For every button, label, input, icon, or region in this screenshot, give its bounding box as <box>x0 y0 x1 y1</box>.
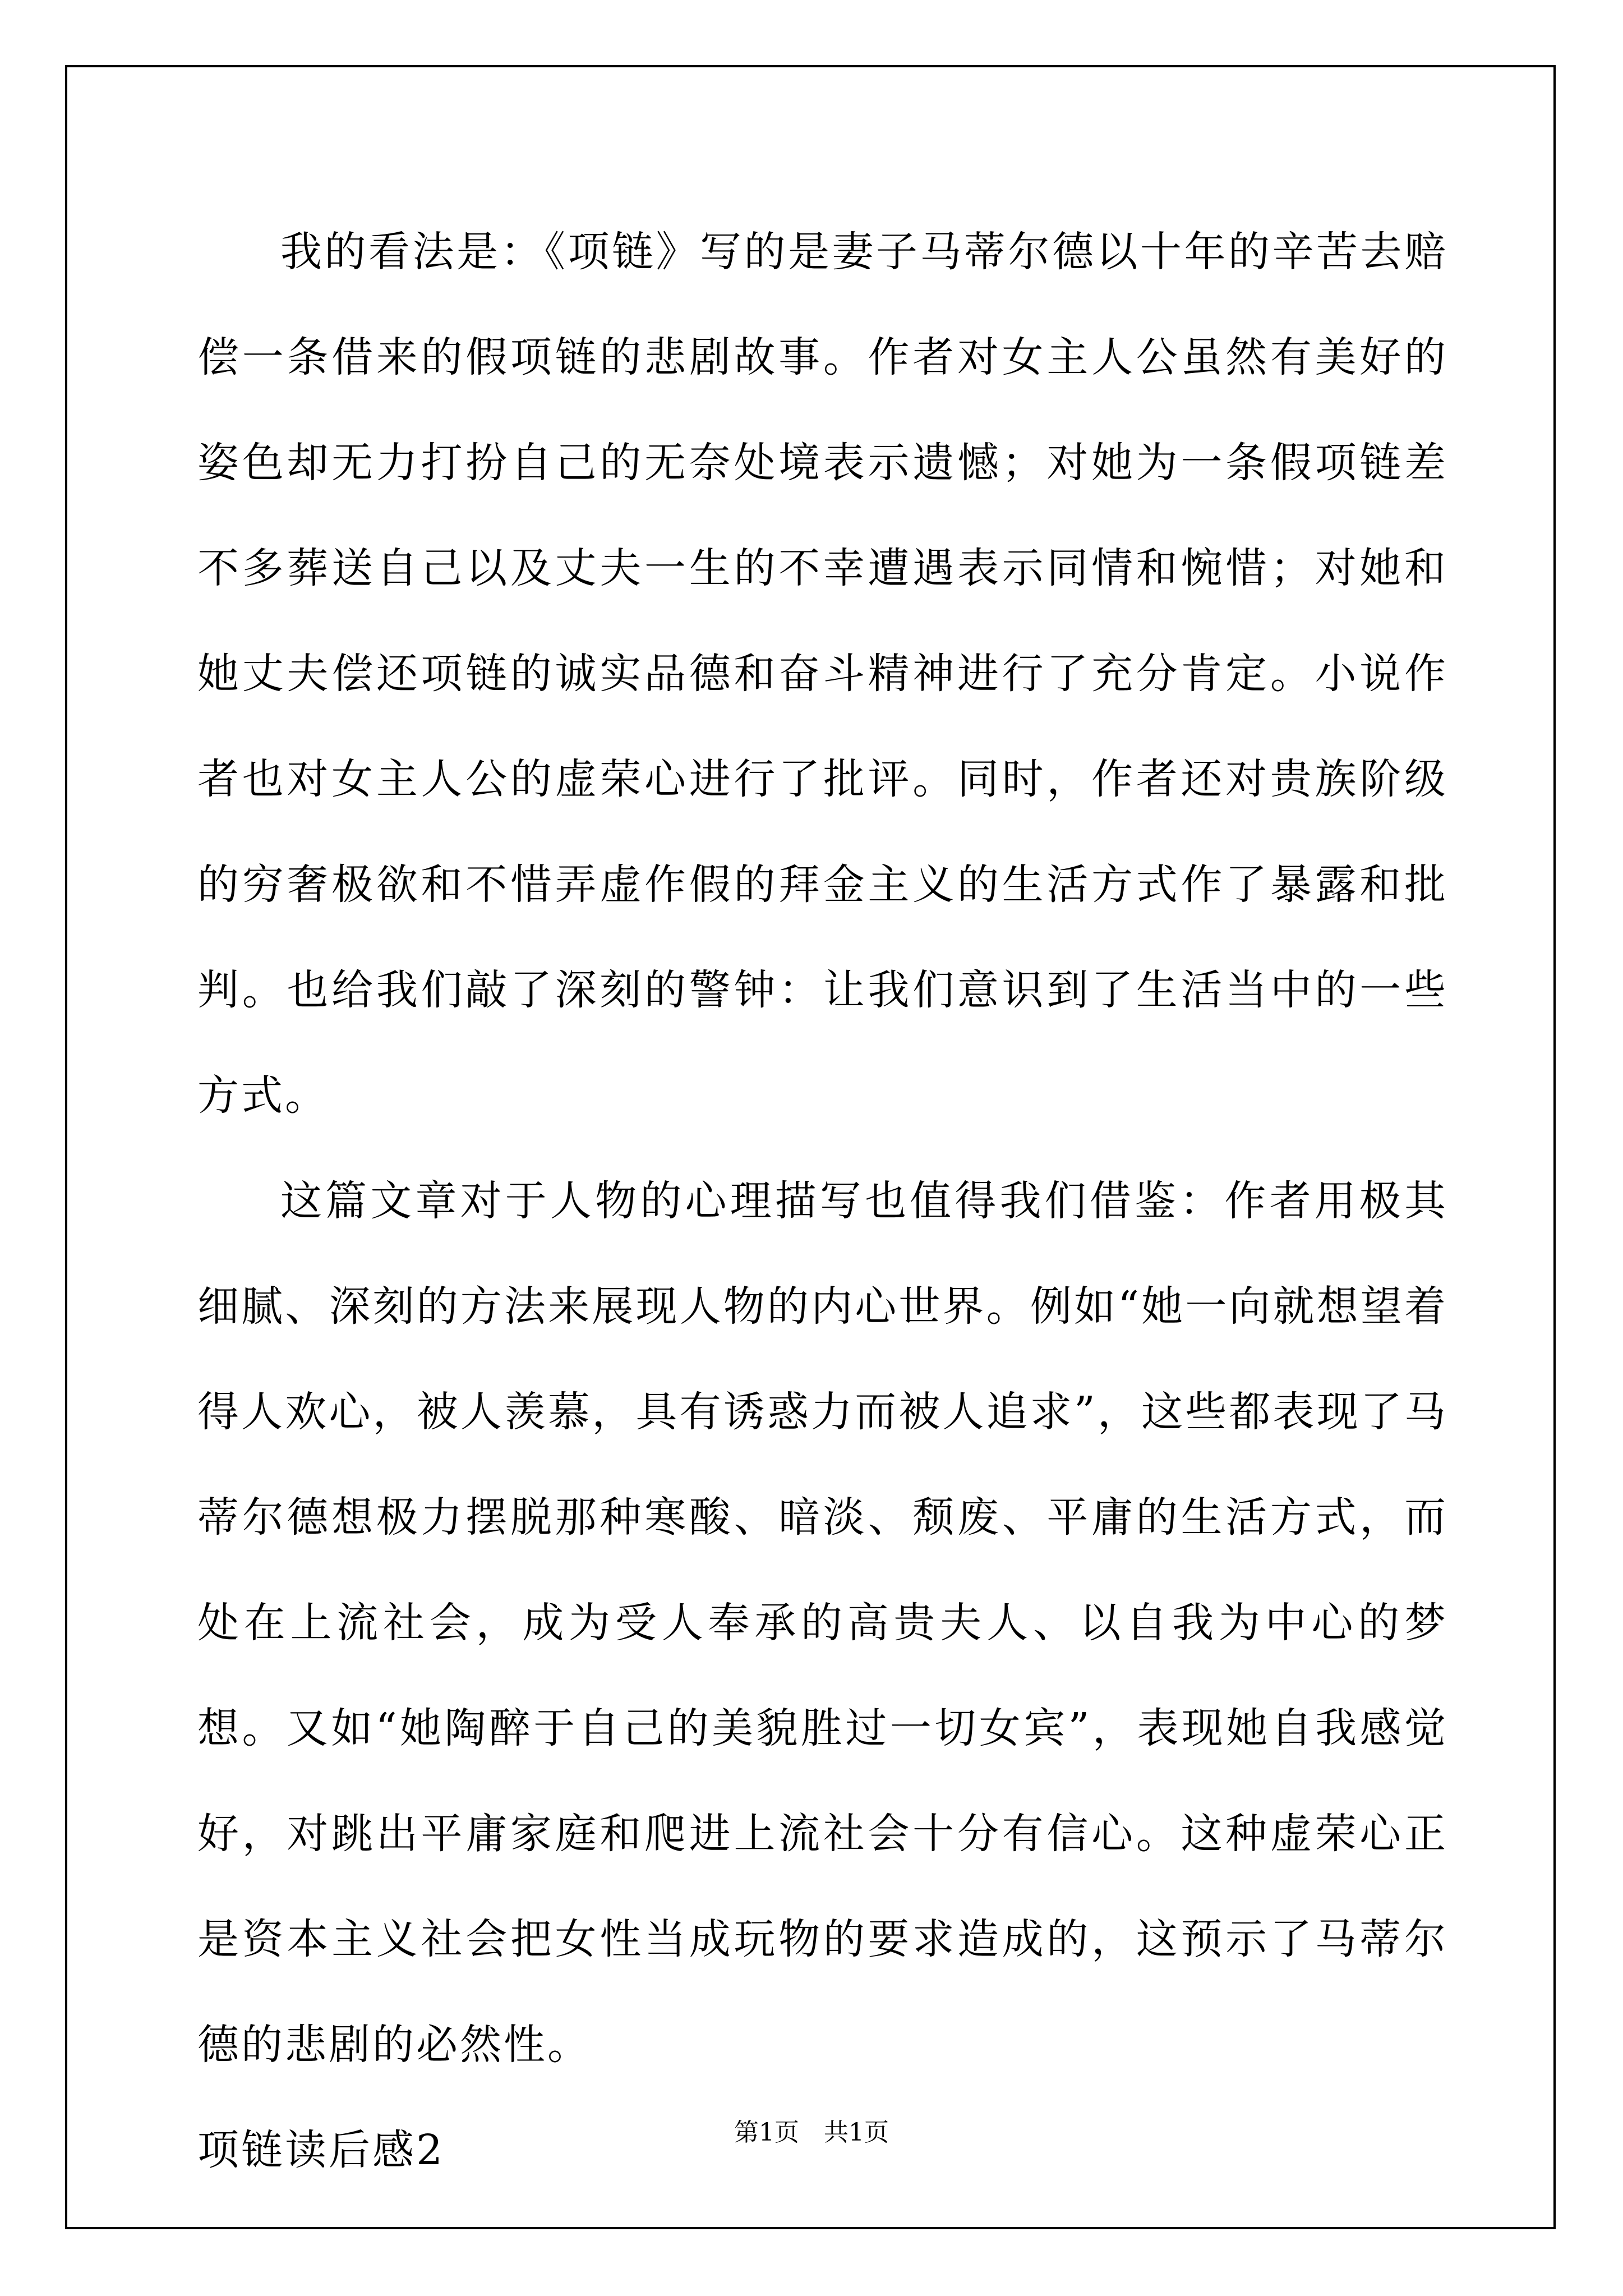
section-heading: 项链读后感2 <box>197 2126 445 2174</box>
paragraph-1: 我的看法是：《项链》写的是妻子马蒂尔德以十年的辛苦去赔偿一条借来的假项链的悲剧故事。作者对女主人公虽然有美好的姿色却无力打扮自己的无奈处境表示遗憾；对她为一条假项链差不多葬送自己以及丈夫一生的不幸遭遇表示同情和惋惜；对她和她丈夫偿还项链的诚实品德和奋斗精神进行了充分肯定。小说作者也对女主人公的虚荣心进行了批评。同时，作者还对贵族阶级的穷奢极欲和不惜弄虚作假的拜金主义的生活方式作了暴露和批判。也给我们敲了深刻的警钟：让我们意识到了生活当中的一些方式。 <box>197 228 1448 1120</box>
paragraph-2: 这篇文章对于人物的心理描写也值得我们借鉴：作者用极其细腻、深刻的方法来展现人物的内心世界。例如“她一向就想望着得人欢心，被人羡慕，具有诱惑力而被人追求”，这些都表现了马蒂尔德想极力摆脱那种寒酸、暗淡、颓废、平庸的生活方式，而处在上流社会，成为受人奉承的高贵夫人、以自我为中心的梦想。又如“她陶醉于自己的美貌胜过一切女宾”，表现她自我感觉好，对跳出平庸家庭和爬进上流社会十分有信心。这种虚荣心正是资本主义社会把女性当成玩物的要求造成的，这预示了马蒂尔德的悲剧的必然性。 <box>197 1177 1448 2069</box>
document-body <box>197 199 1448 2203</box>
page-footer: 第1页 共1页 <box>734 2118 889 2147</box>
